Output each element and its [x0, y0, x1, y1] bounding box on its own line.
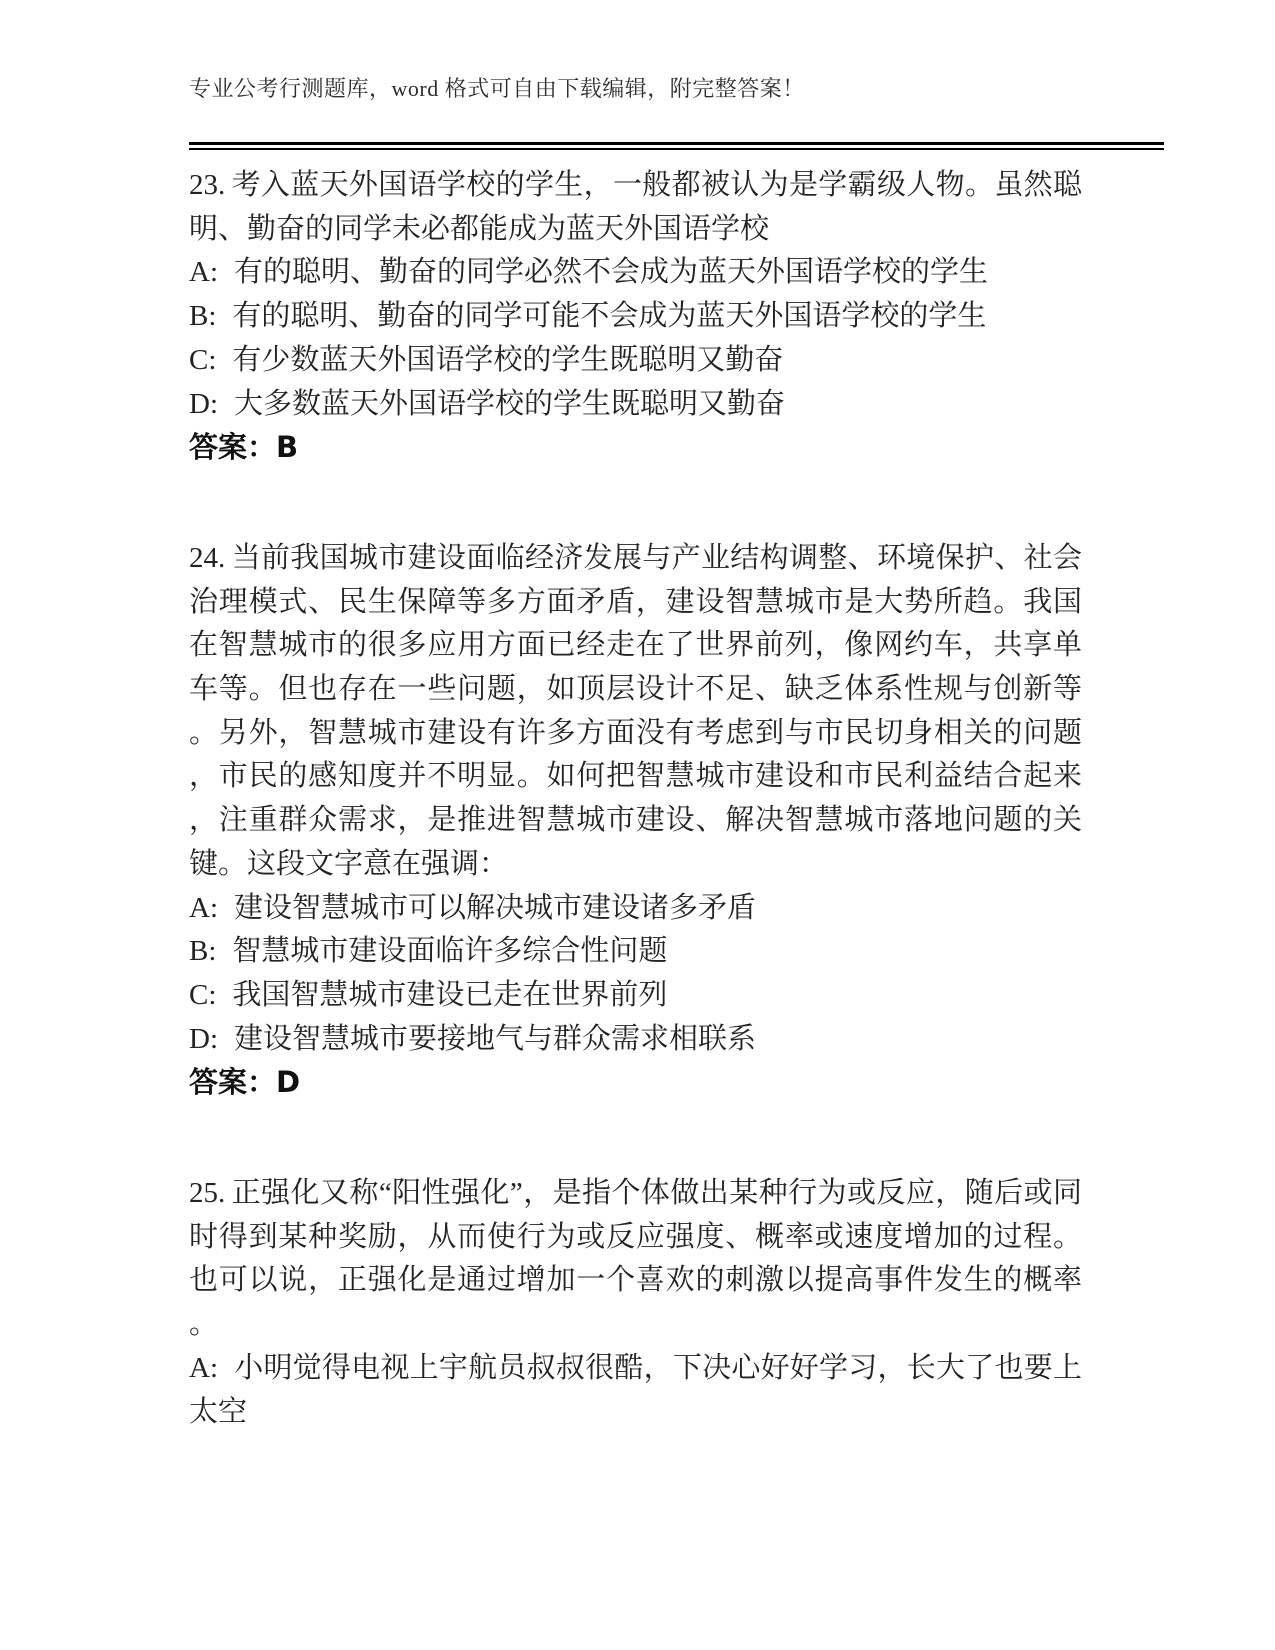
option-text: 小明觉得电视上宇航员叔叔很酷，下决心好好学习，长大了也要上太空 — [189, 1351, 1082, 1428]
option-row-b — [189, 295, 1082, 339]
document-body — [0, 150, 1275, 1434]
option-label: D: — [189, 387, 218, 420]
question-block-23 — [189, 164, 1082, 471]
question-stem — [189, 537, 1082, 887]
option-label: A: — [189, 891, 218, 924]
header-double-rule — [189, 142, 1164, 150]
answer-label: 答案： — [189, 432, 277, 465]
option-text: 有的聪明、勤奋的同学可能不会成为蓝天外国语学校的学生 — [232, 300, 987, 333]
option-row-b — [189, 930, 1082, 974]
page-header — [0, 0, 1275, 150]
question-number: 24. — [189, 541, 226, 574]
option-text: 大多数蓝天外国语学校的学生既聪明又勤奋 — [234, 387, 786, 420]
option-label: A: — [189, 1351, 218, 1384]
question-stem — [189, 164, 1082, 251]
question-number: 23. — [189, 169, 226, 201]
option-row-c — [189, 974, 1082, 1018]
answer-label: 答案： — [189, 1067, 277, 1100]
option-label: A: — [189, 256, 218, 289]
question-block-24 — [189, 537, 1082, 1106]
option-row-d — [189, 383, 1082, 427]
answer-value: D — [276, 1065, 301, 1100]
answer-value: B — [276, 430, 299, 465]
option-text: 建设智慧城市可以解决城市建设诸多矛盾 — [234, 891, 757, 924]
header-title: 专业公考行测题库，word 格式可自由下载编辑，附完整答案！ — [189, 76, 805, 101]
option-text: 有的聪明、勤奋的同学必然不会成为蓝天外国语学校的学生 — [234, 256, 989, 289]
question-block-25 — [189, 1172, 1082, 1434]
option-row-a — [189, 887, 1082, 931]
option-text: 智慧城市建设面临许多综合性问题 — [232, 935, 668, 968]
option-row-d — [189, 1018, 1082, 1062]
option-text: 建设智慧城市要接地气与群众需求相联系 — [234, 1022, 757, 1055]
option-row-a — [189, 251, 1082, 295]
question-stem-text: 当前我国城市建设面临经济发展与产业结构调整、环境保护、社会治理模式、民生保障等多方面矛盾，建设智慧城市是大势所趋。我国在智慧城市的很多应用方面已经走在了世界前列，像网约车，共享单车等。但也存在一些问题，如顶层设计不足、缺乏体系性规与创新等。另外，智慧城市建设有许多方面没有考虑到与市民切身相关的问题，市民的感知度并不明显。如何把智慧城市建设和市民利益结合起来，注重群众需求，是推进智慧城市建设、解决智慧城市落地问题的关键。这段文字意在强调： — [189, 541, 1082, 880]
question-number: 25. — [189, 1177, 226, 1210]
question-stem-text: 考入蓝天外国语学校的学生，一般都被认为是学霸级人物。虽然聪明、勤奋的同学未必都能成为蓝天外国语学校 — [189, 169, 1082, 245]
option-label: C: — [189, 343, 217, 376]
answer-row — [189, 1061, 1082, 1106]
option-text: 我国智慧城市建设已走在世界前列 — [232, 978, 668, 1011]
option-text: 有少数蓝天外国语学校的学生既聪明又勤奋 — [232, 343, 784, 376]
answer-row — [189, 426, 1082, 471]
option-label: B: — [189, 300, 217, 333]
option-label: C: — [189, 978, 217, 1011]
question-stem-text: 正强化又称“阳性强化”，是指个体做出某种行为或反应，随后或同时得到某种奖励，从而使行为或反应强度、概率或速度增加的过程。也可以说，正强化是通过增加一个喜欢的刺激以提高事件发生的概率。 — [189, 1177, 1082, 1341]
option-row-a — [189, 1347, 1082, 1434]
question-stem — [189, 1172, 1082, 1347]
option-label: B: — [189, 935, 217, 968]
option-row-c — [189, 339, 1082, 383]
option-label: D: — [189, 1022, 218, 1055]
